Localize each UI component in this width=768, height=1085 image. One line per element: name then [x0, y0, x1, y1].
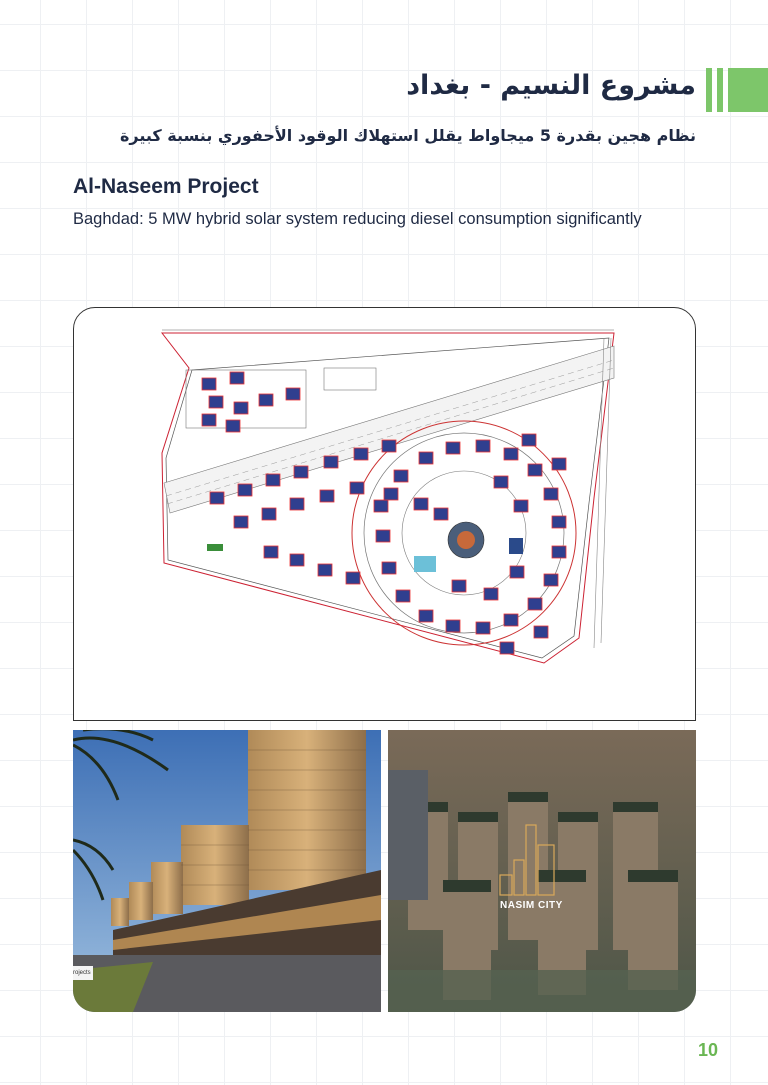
building-street-photo	[73, 730, 381, 1012]
site-plan-frame	[73, 307, 696, 721]
english-subtitle: Baghdad: 5 MW hybrid solar system reducing diesel consumption significantly	[73, 210, 642, 228]
header-accent-bars	[706, 68, 768, 112]
arabic-title: مشروع النسيم - بغداد	[406, 70, 696, 101]
page-number: 10	[698, 1040, 719, 1060]
accent-bar-2	[717, 68, 723, 112]
site-plan-drawing	[74, 308, 696, 721]
english-title: Al-Naseem Project	[73, 175, 259, 198]
aerial-city-image	[388, 730, 696, 1012]
accent-bar-1	[706, 68, 712, 112]
projects-sign: rojects	[73, 966, 93, 980]
building-street-image	[73, 730, 381, 1012]
aerial-city-photo	[388, 730, 696, 1012]
accent-bar-3	[728, 68, 768, 112]
nasim-city-logo: NASIM CITY	[500, 900, 563, 911]
arabic-subtitle: نظام هجين بقدرة 5 ميجاواط يقلل استهلاك الوقود الأحفوري بنسبة كبيرة	[119, 126, 696, 145]
